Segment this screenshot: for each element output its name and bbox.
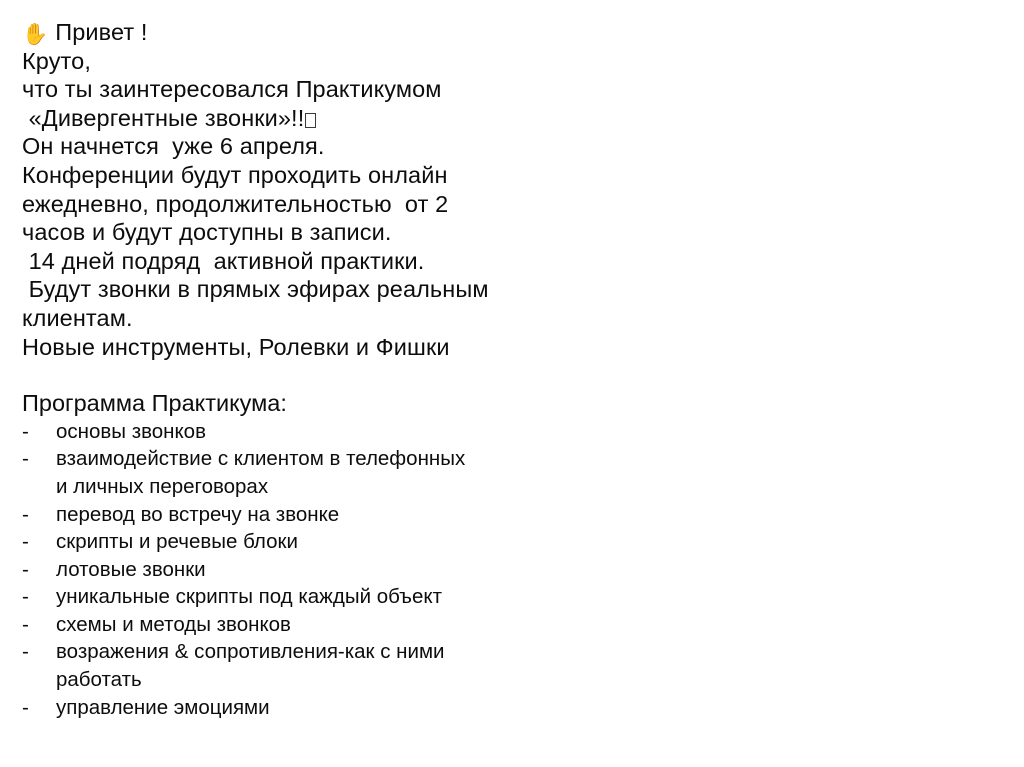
list-item-label: лотовые звонки (56, 557, 206, 581)
list-item (22, 583, 984, 611)
intro-line-4: Он начнется уже 6 апреля. (22, 133, 325, 160)
list-item-label: уникальные скрипты под каждый объект (56, 585, 442, 609)
list-item-label-continued: работать (56, 668, 142, 692)
list-item (22, 694, 984, 722)
list-item (22, 501, 984, 529)
intro-block (22, 18, 984, 361)
program-title: Программа Практикума: (22, 390, 287, 417)
intro-line-5: Конференции будут проходить онлайн (22, 161, 448, 188)
bullet-dash: - (22, 640, 29, 664)
list-item (22, 611, 984, 639)
bullet-dash: - (22, 530, 29, 554)
intro-line-8: 14 дней подряд активной практики. (22, 247, 425, 274)
list-item-label: возражения & сопротивления-как с ними (56, 640, 445, 664)
bullet-dash: - (22, 447, 29, 471)
bullet-dash: - (22, 419, 29, 443)
greeting-text: Привет ! (55, 19, 148, 45)
list-item-label: основы звонков (56, 419, 206, 443)
list-item (22, 445, 984, 500)
program-list (22, 418, 984, 722)
intro-line-7: часов и будут доступны в записи. (22, 219, 392, 246)
greeting-line (22, 18, 984, 47)
list-item-label: перевод во встречу на звонке (56, 502, 340, 526)
intro-line-6: ежедневно, продолжительностью от 2 (22, 190, 449, 217)
bullet-dash: - (22, 502, 29, 526)
list-item-label: схемы и методы звонков (56, 612, 291, 636)
list-item-label: взаимодействие с клиентом в телефонных (56, 447, 466, 471)
list-item (22, 418, 984, 446)
bullet-dash: - (22, 612, 29, 636)
intro-line-1: Круто, (22, 47, 91, 74)
list-item-label: управление эмоциями (56, 695, 270, 719)
intro-line-9: Будут звонки в прямых эфирах реальным (22, 276, 489, 303)
bullet-dash: - (22, 585, 29, 609)
bullet-dash: - (22, 557, 29, 581)
list-item (22, 638, 984, 693)
list-item (22, 528, 984, 556)
intro-line-3-text: «Дивергентные звонки»! (22, 104, 298, 131)
list-item (22, 556, 984, 584)
exclamation-mark: ! (297, 104, 305, 131)
missing-glyph-box-icon (305, 113, 316, 128)
list-item-label: скрипты и речевые блоки (56, 530, 298, 554)
intro-line-2: что ты заинтересовался Практикумом (22, 76, 442, 103)
waving-hand-icon: ✋ (22, 23, 49, 46)
bullet-dash: - (22, 695, 29, 719)
intro-line-11: Новые инструменты, Ролевки и Фишки (22, 333, 450, 360)
intro-line-10: клиентам. (22, 304, 133, 331)
intro-line-3 (22, 104, 984, 133)
list-item-label-continued: и личных переговорах (56, 474, 269, 498)
